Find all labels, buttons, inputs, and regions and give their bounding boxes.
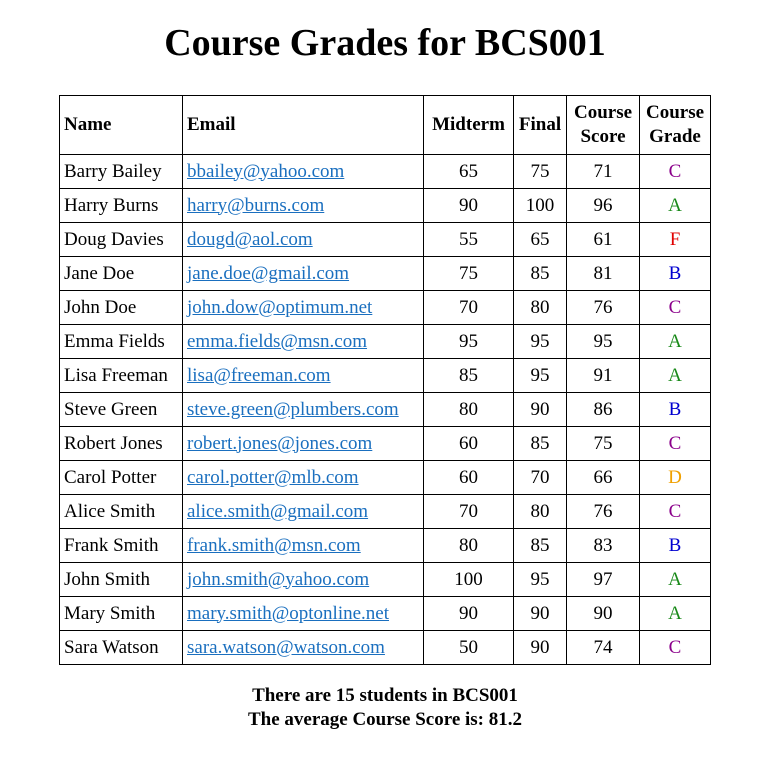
student-email-cell [183,631,424,665]
student-name: Mary Smith [60,597,183,631]
summary [0,684,770,732]
course-score: 97 [567,563,640,597]
student-email-cell [183,461,424,495]
grades-table [59,95,711,665]
student-email-link[interactable]: steve.green@plumbers.com [187,398,399,420]
student-email-link[interactable]: john.dow@optimum.net [187,296,373,318]
student-name: Emma Fields [60,325,183,359]
page-title: Course Grades for BCS001 [164,22,606,64]
course-grade: C [640,495,711,529]
header-row [60,96,711,155]
table-row [60,291,711,325]
course-grade: B [640,529,711,563]
final-score: 95 [514,325,567,359]
final-score: 65 [514,223,567,257]
student-name: Harry Burns [60,189,183,223]
student-email-link[interactable]: frank.smith@msn.com [187,534,361,556]
header-midterm: Midterm [424,96,514,155]
final-score: 85 [514,529,567,563]
midterm-score: 70 [424,495,514,529]
student-email-link[interactable]: john.smith@yahoo.com [187,568,370,590]
course-grade: C [640,631,711,665]
table-row [60,155,711,189]
course-grade: A [640,189,711,223]
student-email-cell [183,359,424,393]
header-course-score-line2: Score [580,126,626,147]
student-email-cell [183,495,424,529]
midterm-score: 60 [424,427,514,461]
table-row [60,393,711,427]
table-row [60,223,711,257]
midterm-score: 80 [424,529,514,563]
final-score: 100 [514,189,567,223]
student-email-link[interactable]: mary.smith@optonline.net [187,602,390,624]
course-score: 76 [567,495,640,529]
midterm-score: 60 [424,461,514,495]
table-row [60,427,711,461]
student-email-cell [183,563,424,597]
student-name: John Doe [60,291,183,325]
final-score: 70 [514,461,567,495]
course-score: 76 [567,291,640,325]
midterm-score: 80 [424,393,514,427]
student-email-cell [183,291,424,325]
student-email-cell [183,257,424,291]
student-email-link[interactable]: alice.smith@gmail.com [187,500,369,522]
midterm-score: 90 [424,189,514,223]
final-score: 95 [514,359,567,393]
final-score: 90 [514,631,567,665]
table-row [60,257,711,291]
student-name: Barry Bailey [60,155,183,189]
header-course-score-line1: Course [573,102,633,123]
course-score: 90 [567,597,640,631]
midterm-score: 85 [424,359,514,393]
header-name: Name [60,96,183,155]
header-final: Final [514,96,567,155]
course-score: 96 [567,189,640,223]
student-count-text: There are 15 students in BCS001 [252,685,518,706]
final-score: 85 [514,427,567,461]
final-score: 80 [514,291,567,325]
header-email: Email [183,96,424,155]
final-score: 95 [514,563,567,597]
student-name: Frank Smith [60,529,183,563]
header-course-grade-line2: Grade [649,126,701,147]
average-score-text: The average Course Score is: 81.2 [247,709,523,730]
course-grade: A [640,359,711,393]
course-grade: C [640,291,711,325]
course-score: 71 [567,155,640,189]
midterm-score: 65 [424,155,514,189]
course-grade: A [640,563,711,597]
final-score: 75 [514,155,567,189]
course-score: 75 [567,427,640,461]
student-name: Doug Davies [60,223,183,257]
midterm-score: 95 [424,325,514,359]
student-name: Jane Doe [60,257,183,291]
student-email-cell [183,529,424,563]
student-name: Alice Smith [60,495,183,529]
course-score: 81 [567,257,640,291]
student-email-link[interactable]: dougd@aol.com [187,228,313,250]
course-grade: A [640,325,711,359]
table-row [60,359,711,393]
student-email-link[interactable]: jane.doe@gmail.com [187,262,350,284]
table-row [60,189,711,223]
midterm-score: 90 [424,597,514,631]
header-course-score [567,96,640,155]
course-grade: B [640,257,711,291]
final-score: 80 [514,495,567,529]
student-email-link[interactable]: harry@burns.com [187,194,325,216]
course-score: 86 [567,393,640,427]
student-email-link[interactable]: sara.watson@watson.com [187,636,385,658]
table-row [60,597,711,631]
course-grade: F [640,223,711,257]
course-score: 83 [567,529,640,563]
student-email-cell [183,427,424,461]
table-row [60,325,711,359]
midterm-score: 75 [424,257,514,291]
table-row [60,461,711,495]
course-grade: B [640,393,711,427]
student-email-link[interactable]: emma.fields@msn.com [187,330,368,352]
course-score: 61 [567,223,640,257]
student-name: Robert Jones [60,427,183,461]
course-score: 74 [567,631,640,665]
final-score: 90 [514,597,567,631]
course-grade: A [640,597,711,631]
student-email-cell [183,597,424,631]
student-name: Sara Watson [60,631,183,665]
student-email-link[interactable]: robert.jones@jones.com [187,432,373,454]
student-name: Carol Potter [60,461,183,495]
student-name: John Smith [60,563,183,597]
course-score: 91 [567,359,640,393]
student-email-cell [183,155,424,189]
midterm-score: 50 [424,631,514,665]
table-row [60,631,711,665]
course-grade: D [640,461,711,495]
grades-table-body [60,155,711,665]
final-score: 90 [514,393,567,427]
header-course-grade [640,96,711,155]
table-row [60,563,711,597]
student-email-link[interactable]: lisa@freeman.com [187,364,331,386]
course-score: 66 [567,461,640,495]
course-grade: C [640,155,711,189]
student-email-cell [183,223,424,257]
course-grade: C [640,427,711,461]
midterm-score: 70 [424,291,514,325]
course-score: 95 [567,325,640,359]
midterm-score: 55 [424,223,514,257]
student-email-link[interactable]: bbailey@yahoo.com [187,160,345,182]
student-name: Steve Green [60,393,183,427]
table-row [60,495,711,529]
midterm-score: 100 [424,563,514,597]
student-email-cell [183,189,424,223]
final-score: 85 [514,257,567,291]
student-email-link[interactable]: carol.potter@mlb.com [187,466,359,488]
student-email-cell [183,393,424,427]
table-row [60,529,711,563]
grades-table-header [60,96,711,155]
student-email-cell [183,325,424,359]
student-name: Lisa Freeman [60,359,183,393]
header-course-grade-line1: Course [645,102,705,123]
